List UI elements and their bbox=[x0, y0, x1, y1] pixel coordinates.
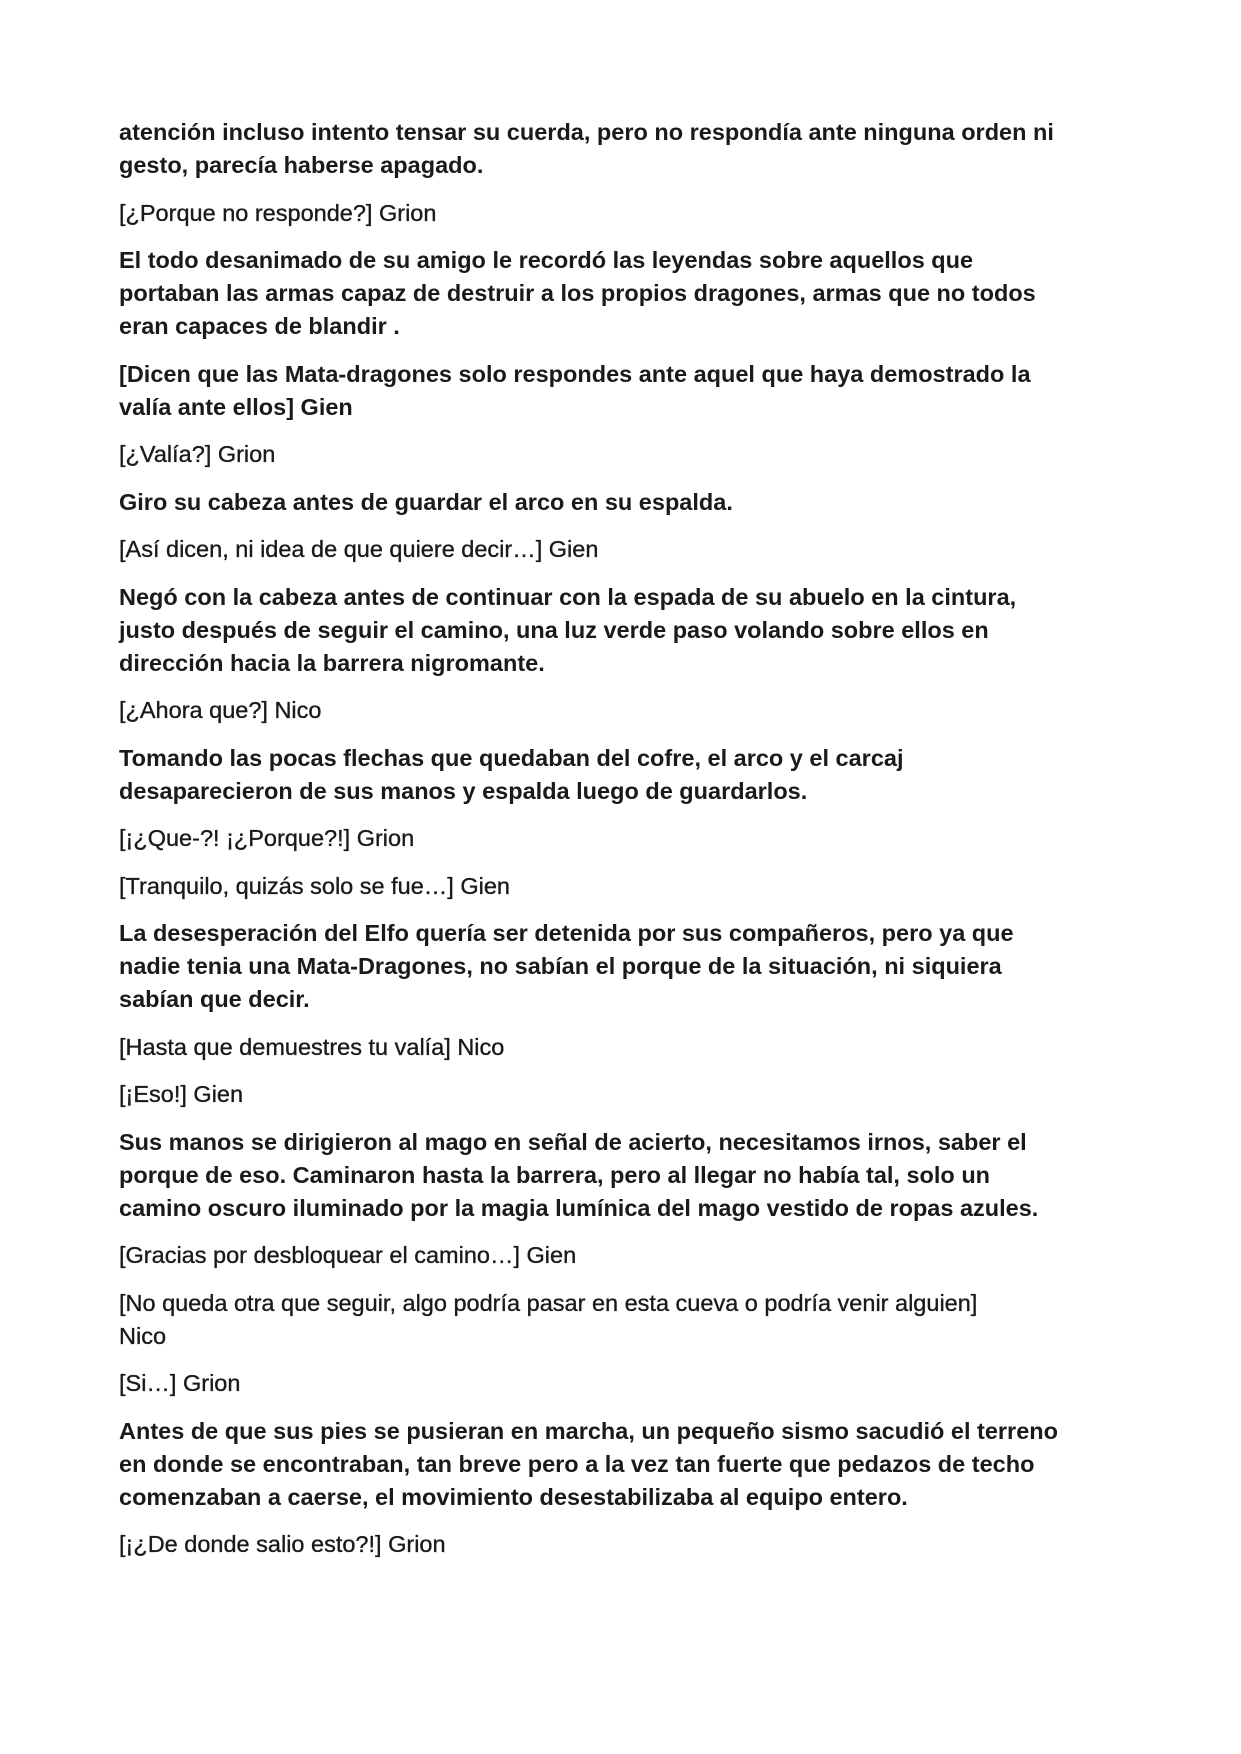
text-line: valía ante ellos] Gien bbox=[119, 393, 353, 420]
document-body bbox=[119, 116, 1129, 1576]
narration-paragraph bbox=[119, 486, 1129, 519]
dialogue-paragraph bbox=[119, 438, 1129, 471]
dialogue-paragraph bbox=[119, 1528, 1129, 1561]
text-line: justo después de seguir el camino, una luz verde paso volando sobre ellos en bbox=[119, 616, 989, 643]
text-line: sabían que decir. bbox=[119, 986, 310, 1012]
text-line: [Así dicen, ni idea de que quiere decir…] Gien bbox=[119, 536, 599, 562]
dialogue-paragraph bbox=[119, 1031, 1129, 1064]
narration-paragraph bbox=[119, 244, 1129, 343]
text-line: [¡Eso!] Gien bbox=[119, 1081, 244, 1107]
text-line: gesto, parecía haberse apagado. bbox=[119, 152, 484, 178]
text-line: Antes de que sus pies se pusieran en marcha, un pequeño sismo sacudió el terreno bbox=[119, 1417, 1058, 1444]
text-line: en donde se encontraban, tan breve pero a la vez tan fuerte que pedazos de techo bbox=[119, 1450, 1035, 1477]
dialogue-paragraph bbox=[119, 822, 1129, 855]
dialogue-paragraph bbox=[119, 1239, 1129, 1272]
text-line: [Dicen que las Mata-dragones solo respondes ante aquel que haya demostrado la bbox=[119, 360, 1031, 387]
dialogue-paragraph bbox=[119, 694, 1129, 727]
text-line: Negó con la cabeza antes de continuar con la espada de su abuelo en la cintura, bbox=[119, 583, 1017, 610]
dialogue-paragraph bbox=[119, 1367, 1129, 1400]
text-line: [No queda otra que seguir, algo podría pasar en esta cueva o podría venir alguien] bbox=[119, 1289, 978, 1316]
narration-paragraph bbox=[119, 358, 1129, 424]
text-line: Sus manos se dirigieron al mago en señal de acierto, necesitamos irnos, saber el bbox=[119, 1128, 1027, 1155]
text-line: [¿Ahora que?] Nico bbox=[119, 697, 322, 723]
text-line: Nico bbox=[119, 1322, 167, 1349]
dialogue-paragraph bbox=[119, 533, 1129, 566]
dialogue-paragraph bbox=[119, 1287, 1129, 1353]
text-line: porque de eso. Caminaron hasta la barrera, pero al llegar no había tal, solo un bbox=[119, 1161, 991, 1188]
text-line: eran capaces de blandir . bbox=[119, 313, 400, 339]
text-line: atención incluso intento tensar su cuerda, pero no respondía ante ninguna orden ni bbox=[119, 119, 1054, 145]
dialogue-paragraph bbox=[119, 870, 1129, 903]
text-line: desaparecieron de sus manos y espalda luego de guardarlos. bbox=[119, 777, 808, 804]
text-line: Giro su cabeza antes de guardar el arco en su espalda. bbox=[119, 488, 733, 515]
text-line: comenzaban a caerse, el movimiento desestabilizaba al equipo entero. bbox=[119, 1483, 908, 1510]
text-line: dirección hacia la barrera nigromante. bbox=[119, 649, 545, 676]
text-line: [¡¿De donde salio esto?!] Grion bbox=[119, 1531, 446, 1557]
text-line: La desesperación del Elfo quería ser detenida por sus compañeros, pero ya que bbox=[119, 920, 1014, 946]
text-line: [Tranquilo, quizás solo se fue…] Gien bbox=[119, 872, 510, 899]
dialogue-paragraph bbox=[119, 1078, 1129, 1111]
narration-paragraph bbox=[119, 1415, 1129, 1514]
text-line: Tomando las pocas flechas que quedaban del cofre, el arco y el carcaj bbox=[119, 744, 904, 771]
text-line: [Si…] Grion bbox=[119, 1370, 241, 1396]
narration-paragraph bbox=[119, 917, 1129, 1016]
text-line: [Hasta que demuestres tu valía] Nico bbox=[119, 1033, 505, 1060]
text-line: camino oscuro iluminado por la magia lumínica del mago vestido de ropas azules. bbox=[119, 1194, 1039, 1221]
text-line: [Gracias por desbloquear el camino…] Gien bbox=[119, 1242, 577, 1268]
text-line: [¿Valía?] Grion bbox=[119, 441, 276, 467]
text-line: [¿Porque no responde?] Grion bbox=[119, 199, 437, 226]
narration-paragraph bbox=[119, 581, 1129, 680]
narration-paragraph bbox=[119, 116, 1129, 182]
narration-paragraph bbox=[119, 742, 1129, 808]
text-line: portaban las armas capaz de destruir a los propios dragones, armas que no todos bbox=[119, 280, 1036, 306]
dialogue-paragraph bbox=[119, 197, 1129, 230]
narration-paragraph bbox=[119, 1126, 1129, 1225]
text-line: [¡¿Que-?! ¡¿Porque?!] Grion bbox=[119, 825, 415, 851]
text-line: nadie tenia una Mata-Dragones, no sabían el porque de la situación, ni siquiera bbox=[119, 953, 1002, 979]
text-line: El todo desanimado de su amigo le recordó las leyendas sobre aquellos que bbox=[119, 247, 974, 273]
